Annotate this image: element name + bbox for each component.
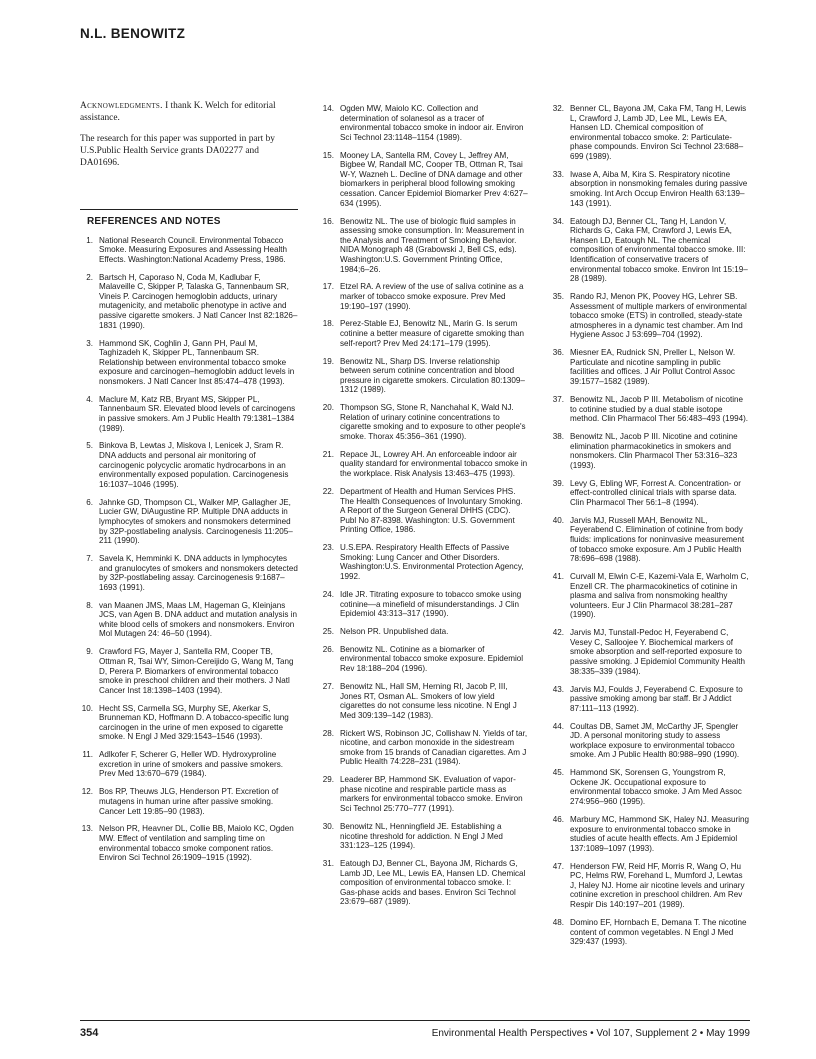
- reference-text: Idle JR. Titrating exposure to tobacco smoke using cotinine—a minefield of misunderstandings. J Clin Epidemiol 43:313–317 (1990).: [340, 589, 522, 619]
- reference-item: [314, 319, 528, 348]
- reference-number: 25.: [322, 626, 334, 636]
- reference-number: 39.: [552, 478, 564, 488]
- reference-number: 23.: [322, 543, 334, 553]
- reference-item: [544, 918, 750, 947]
- reference-item: [314, 822, 528, 851]
- reference-text: Eatough DJ, Benner CL, Tang H, Landon V, Richards G, Caka FM, Crawford J, Lewis EA, Hansen LD, Eatough NL. The chemical composition of environmental tobacco smoke. III: Identification of conservative tracers of environmental tobacco smoke. Environ Int 15:19–28 (1989).: [570, 216, 748, 284]
- reference-text: Etzel RA. A review of the use of saliva cotinine as a marker of tobacco smoke exposure. Prev Med 19:190–197 (1990).: [340, 282, 524, 311]
- reference-item: [314, 645, 528, 674]
- reference-number: 47.: [552, 861, 564, 871]
- reference-item: [544, 104, 750, 162]
- reference-text: Jarvis MJ, Russell MAH, Benowitz NL, Feyerabend C. Elimination of cotinine from body fluids: implications for noninvasive measurement of tobacco smoke exposure. Am J Public Health 78:696–698 (1988).: [570, 515, 745, 564]
- reference-number: 45.: [552, 768, 564, 778]
- reference-item: [80, 395, 298, 433]
- reference-item: [544, 432, 750, 470]
- reference-number: 15.: [322, 150, 334, 160]
- reference-item: [80, 601, 298, 639]
- reference-text: Jarvis MJ, Foulds J, Feyerabend C. Exposure to passive smoking among bar staff. Br J Addict 87:111–113 (1992).: [570, 684, 743, 713]
- reference-text: Henderson FW, Reid HF, Morris R, Wang O, Hu PC, Helms RW, Forehand L, Mumford J, Lewtas J, Haley NJ. Home air nicotine levels and urinary cotinine excretion in preschool children. Am Rev Respir Dis 140:197–201 (1989).: [570, 861, 745, 910]
- reference-text: Bartsch H, Caporaso N, Coda M, Kadlubar F, Malaveille C, Skipper P, Talaska G, Tannenbaum SR, Vineis P. Carcinogen hemoglobin adducts, urinary mutagenicity, and metabolic phenotype in active and passive cigarette smokers. J Natl Cancer Inst 82:1826–1831 (1990).: [99, 272, 298, 330]
- reference-item: [80, 647, 298, 695]
- reference-item: [80, 236, 298, 265]
- reference-text: Rando RJ, Menon PK, Poovey HG, Lehrer SB. Assessment of multiple markers of environmental tobacco smoke (ETS) in controlled, steady-state atmospheres in a dynamic test chamber. Am Ind Hygiene Assoc J 53:699–704 (1992).: [570, 291, 747, 340]
- reference-item: [544, 722, 750, 760]
- reference-text: Hammond SK, Sorensen G, Youngstrom R, Ockene JK. Occupational exposure to environmental tobacco smoke. J Am Med Assoc 274:956–960 (1995).: [570, 768, 742, 807]
- reference-number: 29.: [322, 775, 334, 785]
- reference-item: [80, 498, 298, 546]
- reference-item: [80, 750, 298, 779]
- reference-number: 20.: [322, 403, 334, 413]
- column-3: [544, 104, 750, 955]
- reference-number: 18.: [322, 319, 334, 329]
- reference-item: [544, 768, 750, 806]
- reference-number: 8.: [86, 600, 93, 610]
- reference-number: 41.: [552, 572, 564, 582]
- reference-item: [544, 815, 750, 853]
- reference-number: 11.: [82, 750, 93, 760]
- reference-text: Hammond SK, Coghlin J, Gann PH, Paul M, Taghizadeh K, Skipper PL, Tannenbaum SR. Relationship between environmental tobacco smoke exposure and carcinogen–hemoglobin adduct levels in nonsmokers. J Natl Cancer Inst 85:474–478 (1993).: [99, 338, 295, 386]
- reference-text: Marbury MC, Hammond SK, Haley NJ. Measuring exposure to environmental tobacco smoke in studies of acute health effects. Am J Epidemiol 137:1089–1097 (1993).: [570, 814, 750, 853]
- reference-item: [80, 787, 298, 816]
- reference-number: 44.: [552, 721, 564, 731]
- reference-number: 38.: [552, 432, 564, 441]
- reference-number: 34.: [552, 216, 564, 226]
- reference-item: [544, 862, 750, 910]
- reference-number: 33.: [552, 169, 564, 179]
- reference-number: 10.: [81, 703, 93, 713]
- reference-number: 5.: [86, 441, 93, 451]
- reference-text: van Maanen JMS, Maas LM, Hageman G, Kleinjans JCS, van Agen B. DNA adduct and mutation analysis in white blood cells of smokers and nonsmokers. Environ Mol Mutagen 24: 46–50 (1994).: [99, 600, 297, 639]
- reference-text: Leaderer BP, Hammond SK. Evaluation of vapor-phase nicotine and respirable particle mass as markers for environmental tobacco smoke. Environ Sci Technol 25:770–777 (1991).: [340, 775, 523, 814]
- reference-item: [544, 628, 750, 676]
- reference-number: 6.: [86, 497, 93, 507]
- reference-number: 22.: [322, 486, 334, 496]
- section-divider: [80, 209, 298, 210]
- reference-number: 9.: [86, 647, 93, 657]
- reference-item: [314, 627, 528, 637]
- acknowledgments-label: Acknowledgments.: [80, 101, 163, 111]
- reference-number: 24.: [322, 589, 334, 599]
- reference-item: [314, 450, 528, 479]
- reference-text: Perez-Stable EJ, Benowitz NL, Marin G. Is serum cotinine a better measure of cigarette smoking than self-report? Prev Med 24:171–179 (1995).: [340, 319, 525, 348]
- reference-item: [314, 590, 528, 619]
- reference-number: 19.: [322, 356, 334, 366]
- reference-list-col2: [314, 104, 528, 907]
- reference-item: [314, 217, 528, 275]
- reference-item: [314, 403, 528, 441]
- reference-number: 35.: [552, 291, 564, 301]
- reference-item: [314, 859, 528, 907]
- reference-text: Repace JL, Lowrey AH. An enforceable indoor air quality standard for environmental tobacco smoke in the workplace. Risk Analysis 13:463–475 (1993).: [340, 449, 528, 479]
- reference-text: Binkova B, Lewtas J, Miskova I, Lenicek J, Sram R. DNA adducts and personal air monitoring of carcinogenic polycyclic aromatic hydrocarbons in an environmentally exposed population. Carcinogenesis 16:1037–1046 (1995).: [99, 441, 289, 489]
- reference-text: Jahnke GD, Thompson CL, Walker MP, Gallagher JE, Lucier GW, DiAugustine RP. Multiple DNA adducts in lymphocytes of smokers and nonsmokers determined by 32P-postlabeling analysis. Carcinogenesis 11:205–211 (1990).: [99, 497, 293, 546]
- reference-text: Eatough DJ, Benner CL, Bayona JM, Richards G, Lamb JD, Lee ML, Lewis EA, Hansen LD. Chemical composition of environmental tobacco smoke. I: Gas-phase acids and bases. Environ Sci Technol 23:679–687 (1989).: [340, 859, 526, 907]
- reference-number: 30.: [322, 821, 334, 831]
- reference-number: 42.: [552, 628, 564, 638]
- reference-number: 27.: [322, 681, 334, 691]
- reference-item: [314, 775, 528, 813]
- acknowledgments-text: I thank K. Welch for editorial assistance.: [80, 101, 276, 123]
- reference-number: 3.: [86, 338, 93, 348]
- reference-number: 13.: [81, 824, 93, 834]
- reference-item: [314, 487, 528, 535]
- reference-number: 2.: [86, 272, 93, 282]
- reference-text: Benowitz NL. The use of biologic fluid samples in assessing smoke consumption. In: Measurement in the Analysis and Treatment of Smoking Behavior. NIDA Monograph 48 (Grabowski J, Bell CS, eds). Washington:U.S. Government Printing Office, 1984;6–26.: [340, 216, 524, 274]
- reference-text: Ogden MW, Maiolo KC. Collection and determination of solanesol as a tracer of environmental tobacco smoke in indoor air. Environ Sci Technol 23:1148–1154 (1989).: [340, 104, 524, 142]
- reference-text: Jarvis MJ, Tunstall-Pedoc H, Feyerabend C, Vesey C, Salloojee Y. Biochemical markers of smoke absorption and self-reported exposure to passive smoking. J Epidemiol Community Health 38:335–339 (1984).: [570, 628, 745, 676]
- reference-item: [544, 348, 750, 386]
- reference-number: 17.: [322, 282, 334, 292]
- reference-item: [314, 682, 528, 720]
- reference-text: Coultas DB, Samet JM, McCarthy JF, Spengler JD. A personal monitoring study to assess workplace exposure to environmental tobacco smoke. Am J Public Health 80:988–990 (1990).: [570, 721, 740, 760]
- running-head-author: N.L. BENOWITZ: [80, 26, 186, 41]
- references-heading: REFERENCES AND NOTES: [87, 216, 221, 227]
- reference-text: Benowitz NL, Jacob P III. Nicotine and cotinine elimination pharmacokinetics in smokers and nonsmokers. Clin Pharmacol Ther 53:316–323 (1993).: [570, 432, 738, 470]
- reference-number: 46.: [552, 814, 564, 824]
- reference-number: 1.: [86, 235, 93, 245]
- reference-item: [544, 170, 750, 208]
- reference-item: [314, 729, 528, 767]
- reference-item: [80, 273, 298, 331]
- reference-item: [544, 395, 750, 424]
- footer-divider: [80, 1020, 750, 1021]
- reference-text: Benowitz NL, Sharp DS. Inverse relationship between serum cotinine concentration and blood pressure in cigarette smokers. Circulation 80:1309–1312 (1989).: [340, 356, 525, 395]
- reference-number: 14.: [322, 104, 334, 113]
- reference-text: Benner CL, Bayona JM, Caka FM, Tang H, Lewis L, Crawford J, Lamb JD, Lee ML, Lewis EA, Hansen LD. Chemical composition of environmental tobacco smoke. 2: Particulate-phase compounds. Environ Sci Technol 23:688–699 (1989).: [570, 104, 747, 161]
- reference-number: 4.: [86, 394, 93, 404]
- reference-text: Levy G, Ebling WF, Forrest A. Concentration- or effect-controlled clinical trials with sparse data. Clin Pharmacol Ther 56:1–8 (1994).: [570, 478, 741, 507]
- column-2: [314, 104, 528, 915]
- funding-statement: The research for this paper was supported in part by U.S.Public Health Service grants DA02277 and DA01696.: [80, 134, 275, 168]
- reference-text: Domino EF, Hornbach E, Demana T. The nicotine content of common vegetables. N Engl J Med 329:437 (1993).: [570, 917, 747, 947]
- reference-text: U.S.EPA. Respiratory Health Effects of Passive Smoking: Lung Cancer and Other Disorders. Washington:U.S. Environmental Protection Agency, 1992.: [340, 543, 524, 582]
- reference-item: [544, 572, 750, 620]
- reference-text: Hecht SS, Carmella SG, Murphy SE, Akerkar S, Brunneman KD, Hoffmann D. A tobacco-specific lung carcinogen in the urine of men exposed to cigarette smoke. N Engl J Med 329:1543–1546 (1993).: [99, 703, 289, 742]
- reference-list-col3: [544, 104, 750, 947]
- reference-item: [544, 217, 750, 284]
- reference-item: [544, 516, 750, 564]
- reference-text: Curvall M, Elwin C-E, Kazemi-Vala E, Warholm C, Enzell CR. The pharmacokinetics of cotinine in plasma and saliva from nonsmoking healthy volunteers. Eur J Clin Pharmacol 38:281–287 (1990).: [570, 572, 749, 620]
- acknowledgments: [80, 100, 298, 124]
- reference-text: National Research Council. Environmental Tobacco Smoke. Measuring Exposures and Assessing Health Effects. Washington:National Academy Press, 1986.: [99, 235, 288, 264]
- reference-list-col1: [80, 236, 298, 863]
- reference-text: Benowitz NL. Cotinine as a biomarker of environmental tobacco smoke exposure. Epidemiol Rev 18:188–204 (1996).: [340, 644, 524, 674]
- reference-item: [314, 104, 528, 142]
- reference-number: 40.: [552, 515, 564, 525]
- reference-text: Nelson PR. Unpublished data.: [340, 626, 449, 636]
- reference-text: Department of Health and Human Services PHS. The Health Consequences of Involuntary Smoking. A Report of the Surgeon General DHHS (CDC). Publ No 87-8398. Washington: U.S. Government Printing Office, 1986.: [340, 486, 523, 535]
- reference-item: [80, 339, 298, 387]
- reference-text: Adlkofer F, Scherer G, Heller WD. Hydroxyproline excretion in urine of smokers and passive smokers. Prev Med 13:670–679 (1984).: [99, 750, 283, 779]
- reference-item: [314, 357, 528, 395]
- reference-item: [314, 543, 528, 581]
- reference-number: 28.: [322, 728, 334, 738]
- reference-text: Miesner EA, Rudnick SN, Preller L, Nelson W. Particulate and nicotine sampling in public facilities and offices. J Air Pollut Control Assoc 39:1577–1582 (1989).: [570, 348, 736, 387]
- reference-text: Nelson PR, Heavner DL, Collie BB, Maiolo KC, Ogden MW. Effect of ventilation and sampling time on environmental tobacco smoke component ratios. Environ Sci Technol 26:1909–1915 (1992).: [99, 824, 294, 863]
- reference-text: Benowitz NL, Hall SM, Herning RI, Jacob P, III, Jones RT, Osman AL. Smokers of low yield cigarettes do not consume less nicotine. N Engl J Med 309:139–142 (1983).: [340, 681, 517, 720]
- journal-citation: Environmental Health Perspectives • Vol 107, Supplement 2 • May 1999: [431, 1028, 750, 1039]
- reference-text: Mooney LA, Santella RM, Covey L, Jeffrey AM, Bigbee W, Randall MC, Cooper TB, Ottman R, Tsai W-Y, Wazneh L. Decline of DNA damage and other biomarkers in peripheral blood following smoking cessation. Cancer Epidemiol Biomarker Prev 4:627–634 (1995).: [340, 150, 528, 208]
- reference-number: 37.: [552, 394, 564, 404]
- reference-text: Crawford FG, Mayer J, Santella RM, Cooper TB, Ottman R, Tsai WY, Simon-Cereijido G, Wang M, Tang D, Perera P. Biomarkers of environmental tobacco smoke in preschool children and their mothers. J Natl Cancer Inst 18:1398–1403 (1994).: [99, 647, 294, 695]
- reference-text: Iwase A, Aiba M, Kira S. Respiratory nicotine absorption in nonsmoking females during passive smoking. Int Arch Occup Environ Health 63:139–143 (1991).: [570, 169, 748, 208]
- reference-number: 7.: [86, 554, 93, 563]
- reference-item: [544, 479, 750, 508]
- reference-text: Bos RP, Theuws JLG, Henderson PT. Excretion of mutagens in human urine after passive smoking. Cancer Lett 19:85–90 (1983).: [99, 787, 279, 816]
- reference-item: [314, 151, 528, 209]
- reference-text: Thompson SG, Stone R, Nanchahal K, Wald NJ. Relation of urinary cotinine concentrations to cigarette smoking and to exposure to other people's smoke. Thorax 45:356–361 (1990).: [340, 403, 526, 441]
- reference-text: Rickert WS, Robinson JC, Collishaw N. Yields of tar, nicotine, and carbon monoxide in the sidestream smoke from 15 brands of Canadian cigarettes. Am J Public Health 74:228–231 (1984).: [340, 728, 528, 767]
- reference-number: 12.: [81, 787, 93, 797]
- reference-item: [80, 441, 298, 489]
- reference-number: 31.: [322, 859, 334, 869]
- reference-item: [544, 685, 750, 714]
- reference-text: Maclure M, Katz RB, Bryant MS, Skipper PL, Tannenbaum SR. Elevated blood levels of carcinogens in passive smokers. Am J Public Health 79:1381–1384 (1989).: [99, 394, 296, 433]
- reference-item: [314, 282, 528, 311]
- reference-number: 36.: [552, 348, 564, 358]
- reference-number: 21.: [322, 449, 334, 459]
- reference-number: 32.: [552, 104, 564, 113]
- reference-item: [80, 554, 298, 592]
- reference-item: [544, 292, 750, 340]
- reference-number: 43.: [552, 684, 564, 694]
- reference-item: [80, 824, 298, 862]
- reference-number: 26.: [322, 644, 334, 654]
- reference-text: Benowitz NL, Henningfield JE. Establishing a nicotine threshold for addiction. N Engl J Med 331:123–125 (1994).: [340, 821, 503, 851]
- column-1: [80, 100, 298, 871]
- reference-text: Savela K, Hemminki K. DNA adducts in lymphocytes and granulocytes of smokers and nonsmokers detected by 32P-postlabeling assay. Carcinogenesis 9:1687–1693 (1991).: [99, 554, 298, 592]
- page-number: 354: [80, 1027, 99, 1039]
- reference-number: 16.: [322, 216, 334, 226]
- reference-text: Benowitz NL, Jacob P III. Metabolism of nicotine to cotinine studied by a dual stable isotope method. Clin Pharmacol Ther 56:483–493 (1994).: [570, 394, 749, 424]
- reference-number: 48.: [552, 917, 564, 927]
- reference-item: [80, 704, 298, 742]
